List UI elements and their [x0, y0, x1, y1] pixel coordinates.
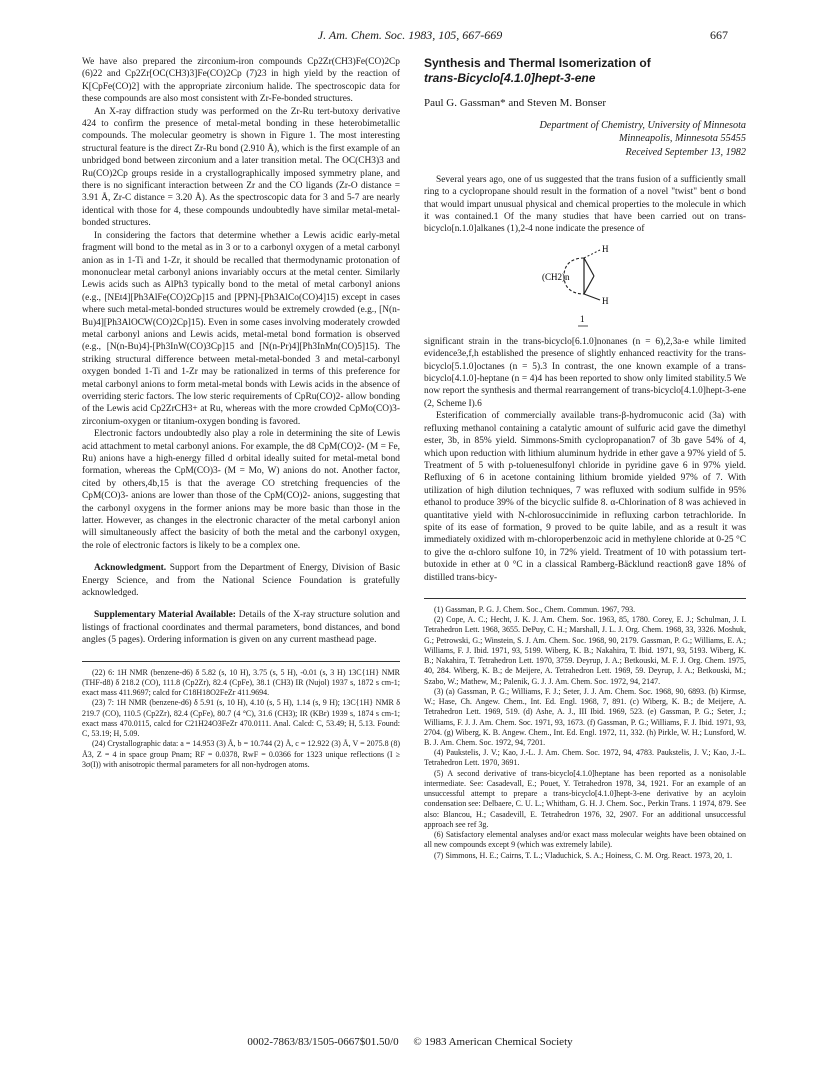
supp-text: Details of the X-ray structure solution and listings of fractional coordinates and thermal parameters, bond distances, and bond angles (5 pages). Ordering information is given on any current masthead page. [82, 610, 400, 646]
paragraph: significant strain in the trans-bicyclo[6.1.0]nonanes (n = 6),2,3a-e while limited evidence3e,f,h established the presence of slightly enhanced reactivity for the trans-bicyclo[5.1.0]octanes (n = 5).3 In contrast, the one known example of a trans-bicyclo[4.1.0]-heptane (n = 4)4 has been reported to show only limited stability.5 We now report the synthesis and thermal rearrangement of trans-bicyclo[4.1.0]hept-3-ene (2, Scheme I).6 [424, 336, 746, 409]
acknowledgment [82, 562, 400, 599]
right-footnotes [424, 605, 746, 861]
affiliation [424, 119, 746, 160]
footnote: (6) Satisfactory elemental analyses and/or exact mass molecular weights have been obtained on all new compounds except 9 (which was extremely labile). [424, 830, 746, 850]
ack-heading: Acknowledgment. [94, 563, 167, 574]
supp-heading: Supplementary Material Available: [94, 610, 236, 621]
right-column [424, 56, 746, 861]
page-footer [0, 1036, 820, 1048]
structure-1 [424, 244, 746, 330]
received-date: Received September 13, 1982 [625, 147, 746, 159]
paragraph: Several years ago, one of us suggested that the trans fusion of a sufficiently small ring to a cyclopropane should result in the formation of a novel "twist" bent σ bond that would impart unusual physical and chemical properties to the molecule in which it was contained.1 Of the many studies that have been carried out on trans-bicyclo[n.1.0]alkanes (1),2-4 none indicate the presence of [424, 174, 746, 235]
hydrogen-label-bottom: H [602, 295, 609, 306]
supplementary-material [82, 609, 400, 646]
compound-number: 1 [580, 313, 585, 324]
journal-citation: J. Am. Chem. Soc. 1983, 105, 667-669 [317, 28, 503, 42]
left-column [82, 56, 400, 770]
paragraph: Electronic factors undoubtedly also play a role in determining the site of Lewis acid attachment to metal carbonyl anions. For example, the d8 CpM(CO)2- (M = Fe, Ru) anions have a high-energy filled d orbital ideally suited for metal-metal bond formation, whereas the CpM(CO)3- (M = Mo, W) anions do not. Another factor, cited by others,4b,15 is that the average CO stretching frequencies of the CpM(CO)3- anions are lower than those of the CpM(CO)2- anions, suggesting that the carbonyl oxygens in the former anions may be more basic than those in the latter. However, as changes in the electronic character of the metal carbonyl anion will simultaneously affect the basicity of both the metal and the carbonyl oxygen, the role of electronic factors is likely to be a complex one. [82, 429, 400, 551]
footnote: (23) 7: 1H NMR (benzene-d6) δ 5.91 (s, 10 H), 4.10 (s, 5 H), 1.14 (s, 9 H); 13C{1H} NMR δ 219.7 (CO), 110.5 (Cp2Zr), 82.4 (CpFe), 80.7 (4 °C), 31.6 (CH3); IR (KBr) 1939 s, 1874 s cm-1; exact mass 470.0115, calcd for C21H24O3FeZr 470.0111. Anal. Calcd: C, 53.49; H, 5.13. Found: C, 53.19; H, 5.09. [82, 698, 400, 739]
hydrogen-label-top: H [602, 243, 609, 254]
footnote: (2) Cope, A. C.; Hecht, J. K. J. Am. Chem. Soc. 1963, 85, 1780. Corey, E. J.; Schulman, J. I. Tetrahedron Lett. 1968, 3655. DePuy, C. H.; Marshall, J. L. J. Org. Chem. 1968, 33, 3326. Moshuk, G.; Petrowski, G.; Winstein, S. J. Am. Chem. Soc. 1968, 90, 2179. Gassman, P. G.; Williams, E. A.; Williams, F. J. Ibid. 1971, 93, 5199. Wiberg, K. B.; Nakahira, T. Ibid. 1971, 93, 5193. Wiberg, K. B.; Nakahira, T. Tetrahedron Lett. 1970, 3759. Deyrup, J. A.; Betkouski, M. F. J. Org. Chem. 1975, 40, 284. Wiberg, K. B.; de Meijere, A. Tetrahedron Lett. 1969, 59. Deyrup, J. A.; Betkouski, M.; Szabo, W.; Mathew, M.; Palenik, G. J. J. Am. Chem. Soc. 1972, 94, 2147. [424, 615, 746, 686]
title-line-2: trans-Bicyclo[4.1.0]hept-3-ene [424, 71, 596, 85]
affil-department: Department of Chemistry, University of Minnesota [539, 119, 746, 131]
issn-code: 0002-7863/83/1505-0667$01.50/0 [247, 1036, 399, 1048]
authors: Paul G. Gassman* and Steven M. Bonser [424, 97, 607, 109]
paragraph: We have also prepared the zirconium-iron compounds Cp2Zr(CH3)Fe(CO)2Cp (6)22 and Cp2Zr[OC(CH3)3]Fe(CO)2Cp (7)23 in high yield by the reaction of K[CpFe(CO)2] with the appropriate zirconium halide. The spectroscopic data for these compounds are also most consistent with Zr-Fe-bonded structures. [82, 57, 400, 105]
footnote: (3) (a) Gassman, P. G.; Williams, F. J.; Seter, J. J. Am. Chem. Soc. 1968, 90, 6893. (b) Kirmse, W.; Hase, Ch. Angew. Chem., Int. Ed. Engl. 1968, 7, 891. (c) Wiberg, K. B.; de Meijere, A. Tetrahedron Lett. 1969, 519. (d) Ashe, A. J., III Ibid. 1969, 523. (e) Gassman, P. G.; Seter, J.; Williams, F. J. J. Am. Chem. Soc. 1971, 93, 1673. (f) Gassman, P. G.; Williams, F. J. Ibid. 1971, 93, 2704. (g) Wiberg, K. B. Angew. Chem., Int. Ed. Engl. 1972, 11, 332. (h) Pirkle, W. H.; Lunsford, W. B. J. Am. Chem. Soc. 1972, 94, 7201. [424, 686, 746, 748]
footnote: (7) Simmons, H. E.; Cairns, T. L.; Vladuchick, S. A.; Hoiness, C. M. Org. React. 1973, 20, 1. [434, 850, 733, 860]
article-title [424, 56, 746, 86]
footnote: (5) A second derivative of trans-bicyclo[4.1.0]heptane has been reported as a nonisolable intermediate. See: Casadevall, E.; Pouet, Y. Tetrahedron 1978, 34, 1921. For an example of an unsuccessful attempt to prepare a trans-bicyclo[4.1.0]hept-3-ene derivative by an acyloin condensation see: Delbaere, C. U. L.; Whitham, G. H. J. Chem. Soc., Perkin Trans. 1 1974, 879. See also: Blancou, H.; Casadevill, E. Tetrahedron 1976, 32, 2907. For an additional unsuccessful approach see ref 3g. [424, 768, 746, 829]
left-footnotes [82, 668, 400, 770]
affil-city: Minneapolis, Minnesota 55455 [618, 133, 746, 145]
footnote-divider [424, 598, 746, 599]
paragraph: An X-ray diffraction study was performed on the Zr-Ru tert-butoxy derivative 424 to confirm the presence of metal-metal bonding in these heterobimetallic compounds. The molecular geometry is shown in Figure 1. The most interesting structural feature is the direct Zr-Ru bond (2.910 Å), which is the first example of an unbridged bond between zirconium and a later transition metal. The OC(CH3)3 and Ru(CO)2Cp groups reside in a crystallographically imposed symmetry plane, and there is no significant interaction between Zr and the CO ligands (Zr-O distance = 3.91 Å, Zr-C distance = 3.20 Å). As the spectroscopic data for 3 and 5-7 are nearly identical with those for 4, these compounds undoubtedly have similar metal-metal-bonded structures. [82, 106, 400, 229]
footnote: (4) Paukstelis, J. V.; Kao, J.-L. J. Am. Chem. Soc. 1972, 94, 4783. Paukstelis, J. V.; Kao, J.-L. Tetrahedron Lett. 1970, 3691. [424, 748, 746, 768]
copyright: © 1983 American Chemical Society [413, 1036, 573, 1048]
page-number: 667 [710, 28, 728, 42]
footnote: (22) 6: 1H NMR (benzene-d6) δ 5.82 (s, 10 H), 3.75 (s, 5 H), -0.01 (s, 3 H) 13C{1H} NMR (THF-d8) δ 218.2 (CO), 111.8 (Cp2Zr), 82.4 (CpFe), 38.1 (CH3) IR (Nujol) 1937 s, 1872 s cm-1; exact mass 411.9697; calcd for C18H18O2FeZr 411.9694. [82, 667, 400, 698]
running-header [84, 28, 736, 46]
bicycloalkane-structure [542, 244, 632, 330]
footnote: (24) Crystallographic data: a = 14.953 (3) Å, b = 10.744 (2) Å, c = 12.922 (3) Å, V = 2075.8 (8) Å3, Z = 4 in space group Pnam; RF = 0.0378, RwF = 0.0366 for 1323 unique reflections (I ≥ 3σ(I)) with anisotropic thermal parameters for all non-hydrogen atoms. [82, 739, 400, 769]
ack-text: Support from the Department of Energy, Division of Basic Energy Science, and from the National Science Foundation is gratefully acknowledged. [82, 563, 401, 599]
paragraph: Esterification of commercially available trans-β-hydromuconic acid (3a) with refluxing methanol containing a catalytic amount of sulfuric acid gave the dimethyl ester, 3b, in 85% yield. Simmons-Smith cyclopropanation7 of 3b gave 54% of 4, which upon reduction with lithium aluminum hydride in ether gave a 97% yield of 5. Treatment of 5 with p-toluenesulfonyl chloride in pyridine gave 6 in 97% yield. Refluxing of 6 in acetone containing lithium bromide yielded 97% of 7. With utilization of high dilution techniques, 7 was refluxed with sodium sulfide in 95% ethanol to produce 39% of the bicyclic sulfide 8. α-Chlorination of 8 was achieved in quantitative yield with N-chlorosuccinimide in refluxing carbon tetrachloride. In spite of its ease of formation, 9 proved to be quite labile, and as a result it was immediately oxidized with m-chloroperbenzoic acid in methylene chloride at 0-25 °C to give the α-chloro sulfone 10, in 72% yield. Treatment of 10 with potassium tert-butoxide in ether at 0 °C in a classical Ramberg-Bäcklund reaction8 gave 18% of distilled trans-bicy- [424, 411, 746, 583]
ring-size-label: (CH2)n [542, 271, 570, 282]
footnote: (1) Gassman, P. G. J. Chem. Soc., Chem. Commun. 1967, 793. [434, 604, 636, 614]
paragraph: In considering the factors that determine whether a Lewis acidic early-metal fragment will bond to the metal as in 3 or to a carbonyl oxygen of a metal carbonyl anion as in 1-Ti and 1-Zr, it should be recalled that thermodynamic protonation of mononuclear metal carbonyl anions invariably occurs at the metal center. Similarly Lewis acids such as AlPh3 typically bond to the metal of metal carbonyl anions (e.g., [NEt4][Ph3AlFe(CO)2Cp]15 and [PPN]-[Ph3AlCo(CO)4]15) except in cases where such metal-metal-bonded structures would be extremely crowded (e.g., [N(n-Bu)4][Ph3AlOCW(CO)2Cp]15). Even in some cases involving moderately crowded metal carbonyl anions and Lewis acids, metal-metal bond formation is observed (e.g., [N(n-Bu)4]-[Ph3InW(CO)3Cp]15 and [N(n-Pr)4][Ph3InMn(CO)5]15). The striking structural difference between metal-metal-bonded 3 and metal-carbonyl oxygen bonded 1-Ti and 1-Zr may be rationalized in terms of this preference for metal carbonyl anions to form metal-metal bonds with Lewis acids in the absence of overriding steric factors. The low steric requirements of CpRu(CO)2- allow bonding of the Lewis acid Cp2ZrCH3+ at Ru, whereas with the more crowded CpMo(CO)3- zirconium-oxygen or titanium-oxygen bonding is favored. [82, 230, 400, 427]
title-line-1: Synthesis and Thermal Isomerization of [424, 56, 651, 70]
footnote-divider [82, 661, 400, 662]
